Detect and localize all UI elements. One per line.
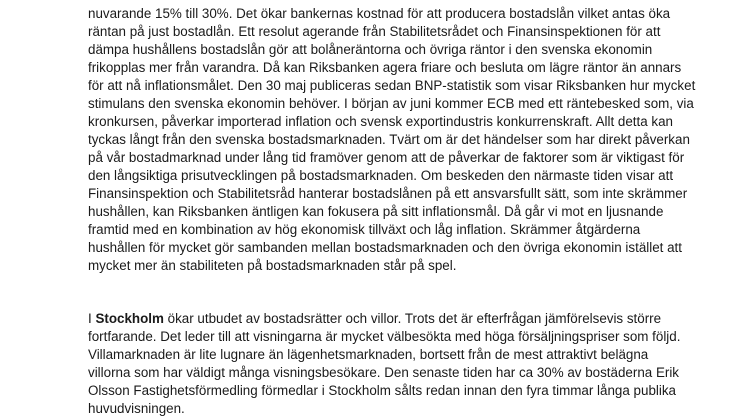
paragraph-2-line: Villamarknaden är lite lugnare än lägenhetsmarknaden, bortsett från de mest attraktivt belägna [88,347,649,362]
paragraph-1-line: framtid med en kombination av hög ekonomisk tillväxt och låg inflation. Skrämmer åtgärderna [88,222,641,237]
paragraph-1-line: mycket mer än stabiliteten på bostadsmarknaden står på spel. [88,258,457,273]
paragraph-2-first-line-rest: ökar utbudet av bostadsrätter och villor. Trots det är efterfrågan jämförelsevis större [163,311,662,326]
paragraph-1-line: hushållen för mycket gör sambanden mellan bostadsmarknaden och den övriga ekonomin istället att [88,240,682,255]
paragraph-1-line: hushållen, kan Riksbanken äntligen kan fokusera på sitt inflationsmål. Då går vi mot en ljusnande [88,204,664,219]
paragraph-2-line: huvudvisningen. [88,401,185,416]
paragraph-1-line: på vår bostadmarknad under lång tid framöver genom att de påverkar de faktorer som är viktigast för [88,150,685,165]
paragraph-1-line: för att nå inflationsmålet. Den 30 maj publiceras sedan BNP-statistik som visar Riksbanken hur mycket [88,78,696,93]
paragraph-1-line: den långsiktiga prisutvecklingen på bostadsmarknaden. Om beskeden den närmaste tiden visar att [88,168,674,183]
paragraph-1-line: räntan på just bostadlån. Ett resolut agerande från Stabilitetsrådet och Finansinspektionen för att [88,24,661,39]
stockholm-bold-word: Stockholm [95,311,164,326]
paragraph-1-line: nuvarande 15% till 30%. Det ökar bankernas kostnad för att producera bostadslån vilket antas öka [88,6,671,21]
paragraph-1-line: stimulans den svenska ekonomin behöver. I början av juni kommer ECB med ett räntebesked som, via [88,96,694,111]
paragraph-2-first-line [88,310,661,328]
paragraph-1-line: frikopplas mer från varandra. Då kan Riksbanken agera friare och besluta om lägre räntor än annars [88,60,682,75]
paragraph-2-line: Olsson Fastighetsförmedling förmedlar i Stockholm sålts redan innan den fyra timmar långa publika [88,383,676,398]
paragraph-1-line: Finansinspektion och Stabilitetsråd hanterar bostadslånen på ett ansvarsfullt sätt, som inte skrämmer [88,186,688,201]
paragraph-2-prefix: I [88,311,96,326]
paragraph-1-line: tyckas långt från den svenska bostadsmarknaden. Tvärt om är det händelser som har direkt påverkan [88,132,690,147]
paragraph-2-line: fortfarande. Det leder till att visningarna är mycket välbesökta med höga försäljningspriser som följd. [88,329,681,344]
paragraph-2-line: villorna som har väldigt många visningsbesökare. Den senaste tiden har ca 30% av bostäderna Erik [88,365,679,380]
paragraph-1-line: dämpa hushållens bostadslån gör att bolåneräntorna och övriga räntor i den svenska ekonomin [88,42,653,57]
paragraph-1-line: kronkursen, påverkar importerad inflation och svensk exportindustris konkurrenskraft. Allt detta kan [88,114,674,129]
